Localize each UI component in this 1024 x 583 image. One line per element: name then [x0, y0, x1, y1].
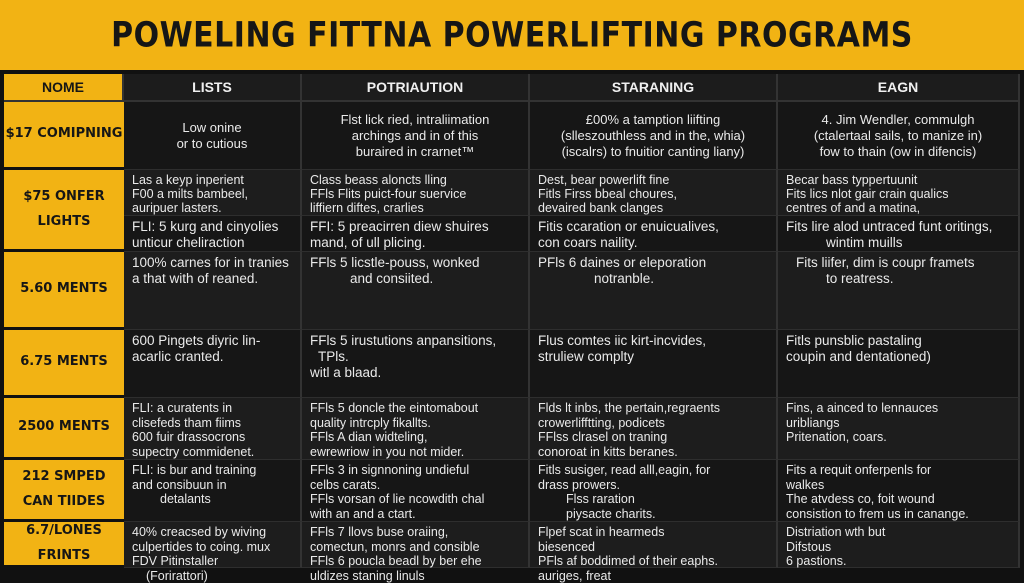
table-cell [124, 460, 302, 522]
cell-line: notranble. [538, 271, 768, 287]
cell-line: conoroat in kitts beranes. [538, 445, 768, 460]
cell-line: liffiern diftes, crarlies [310, 201, 520, 215]
cell-line: FFls 5 licstle-pouss, wonked [310, 255, 520, 271]
table-cell [124, 522, 302, 568]
table-cell [124, 252, 302, 330]
cell-line: Distriation wth but [786, 525, 1010, 540]
page-title: POWELING FITTNA POWERLIFTING PROGRAMS [111, 15, 913, 55]
cell-line: biesenced [538, 540, 768, 555]
header-eagn: EAGN [778, 74, 1020, 102]
table-cell [124, 170, 302, 216]
table-cell [778, 522, 1020, 568]
cell-line: fow to thain (ow in difencis) [814, 144, 982, 160]
table-cell [302, 216, 530, 252]
cell-line: supectry commidenet. [132, 445, 292, 460]
cell-line: Becar bass typpertuunit [786, 173, 1010, 187]
cell-line: Fitis ccaration or enuicualives, [538, 219, 768, 235]
row-label-6 [4, 460, 124, 522]
cell-line: The atvdess co, foit wound [786, 492, 1010, 507]
table-cell [778, 170, 1020, 216]
cell-line: (Forirattori) [132, 569, 292, 583]
table-cell [124, 398, 302, 460]
table-cell [302, 252, 530, 330]
table-cell [778, 330, 1020, 398]
cell-line: Fitls punsblic pastaling [786, 333, 1010, 349]
table-cell [530, 330, 778, 398]
cell-line: Flds lt inbs, the pertain,regraents [538, 401, 768, 416]
cell-line: FFls vorsan of lie ncowdith chal [310, 492, 520, 507]
cell-line: 4. Jim Wendler, commulgh [814, 112, 982, 128]
cell-line: (ctalertaal sails, to manize in) [814, 128, 982, 144]
cell-line: clisefeds tham fiims [132, 416, 292, 431]
cell-line: uribliangs [786, 416, 1010, 431]
cell-line: Fits a requit onferpenls for [786, 463, 1010, 478]
cell-line: 600 Pingets diyric lin- [132, 333, 292, 349]
table-cell [302, 460, 530, 522]
table-cell [530, 216, 778, 252]
header-lists: LISTS [124, 74, 302, 102]
table-cell [302, 522, 530, 568]
cell-line: 6 pastions. [786, 554, 1010, 569]
cell-line: PFls af boddimed of their eaphs. [538, 554, 768, 569]
cell-line: FFI: 5 preacirren diew shuires [310, 219, 520, 235]
cell-line: detalants [132, 492, 292, 507]
header-nome: NOME [4, 74, 124, 102]
cell-line: consistion to frem us in canange. [786, 507, 1010, 522]
programs-table [4, 74, 1020, 568]
cell-line: FFls 6 poucla beadl by ber ehe [310, 554, 520, 569]
cell-line: acarlic cranted. [132, 349, 292, 365]
cell-line: uldizes staning linuls [310, 569, 520, 583]
table-cell [302, 170, 530, 216]
cell-line: crowerlifftting, podicets [538, 416, 768, 431]
cell-line: FFls 5 doncle the eintomabout [310, 401, 520, 416]
table-cell [530, 252, 778, 330]
row-label-line: 6.7/LONES [26, 519, 102, 544]
cell-line: and consibuun in [132, 478, 292, 493]
cell-line: Flus comtes iic kirt-incvides, [538, 333, 768, 349]
cell-line: struliew complty [538, 349, 768, 365]
cell-line: archings and in of this [341, 128, 490, 144]
cell-line: Flst lick ried, intraliimation [341, 112, 490, 128]
table-cell [302, 102, 530, 170]
table-cell [124, 102, 302, 170]
cell-line: TPls. [310, 349, 520, 365]
cell-line: Class beass aloncts lling [310, 173, 520, 187]
table-cell [302, 398, 530, 460]
cell-line: auriges, freat [538, 569, 768, 583]
cell-line: with an and a ctart. [310, 507, 520, 522]
table-cell [530, 398, 778, 460]
cell-line: FFls 7 llovs buse oraiing, [310, 525, 520, 540]
cell-line: FLI: a curatents in [132, 401, 292, 416]
table-cell [530, 170, 778, 216]
table-cell [778, 252, 1020, 330]
cell-line: £00% a tamption liifting [561, 112, 745, 128]
cell-line: FFls Flits puict-four suervice [310, 187, 520, 201]
cell-line: walkes [786, 478, 1010, 493]
table-cell [124, 330, 302, 398]
cell-line: Fitls susiger, read alll,eagin, for [538, 463, 768, 478]
table-cell [778, 102, 1020, 170]
row-label-line: $17 COMIPNING [6, 122, 123, 147]
cell-line: FFls A dian widteling, [310, 430, 520, 445]
row-label-line: 2500 MENTS [18, 415, 110, 440]
table-cell [124, 216, 302, 252]
cell-line: FFls 3 in signnoning undieful [310, 463, 520, 478]
cell-line: PFls 6 daines or eleporation [538, 255, 768, 271]
table-cell [778, 460, 1020, 522]
cell-line: auripuer lasters. [132, 201, 292, 215]
cell-line: FFlss clrasel on traning [538, 430, 768, 445]
row-label-line: FRINTS [38, 544, 91, 569]
cell-line: piysacte charits. [538, 507, 768, 522]
cell-line: Difstous [786, 540, 1010, 555]
table-cell [302, 330, 530, 398]
table-cell [778, 216, 1020, 252]
row-label-line: $75 ONFER [23, 185, 104, 210]
cell-line: to reatress. [786, 271, 1010, 287]
row-label-line: 5.60 MENTS [20, 277, 108, 302]
table-cell [778, 398, 1020, 460]
cell-line: FLI: 5 kurg and cinyolies [132, 219, 292, 235]
cell-line: coupin and dentationed) [786, 349, 1010, 365]
row-label-7 [4, 522, 124, 568]
cell-line: unticur cheliraction [132, 235, 292, 251]
cell-line: (iscalrs) to fnuitior canting liany) [561, 144, 745, 160]
row-label-line: 212 SMPED [22, 465, 105, 490]
cell-line: culpertides to coing. mux [132, 540, 292, 555]
cell-line: Low onine [177, 120, 248, 136]
cell-line: 100% carnes for in tranies [132, 255, 292, 271]
cell-line: ewrewriow in you not mider. [310, 445, 520, 460]
row-label-3 [4, 252, 124, 330]
header-staraning: STARANING [530, 74, 778, 102]
cell-line: Las a keyp inperient [132, 173, 292, 187]
row-label-line: 6.75 MENTS [20, 350, 108, 375]
cell-line: 40% creacsed by wiving [132, 525, 292, 540]
cell-line: FDV Pitinstaller [132, 554, 292, 569]
row-label-4 [4, 330, 124, 398]
cell-line: quality intrcply fikallts. [310, 416, 520, 431]
cell-line: mand, of ull plicing. [310, 235, 520, 251]
cell-line: FLI: is bur and training [132, 463, 292, 478]
cell-line: Flpef scat in hearmeds [538, 525, 768, 540]
row-label-line: CAN TIIDES [23, 490, 106, 515]
row-label-1 [4, 102, 124, 170]
table-cell [530, 460, 778, 522]
cell-line: con coars naility. [538, 235, 768, 251]
cell-line: 600 fuir drassocrons [132, 430, 292, 445]
cell-line: Fits lire alod untraced funt oritings, [786, 219, 1010, 235]
cell-line: celbs carats. [310, 478, 520, 493]
cell-line: drass prowers. [538, 478, 768, 493]
table-cell [530, 102, 778, 170]
table-cell [530, 522, 778, 568]
cell-line: F00 a milts bambeel, [132, 187, 292, 201]
cell-line: devaired bank clanges [538, 201, 768, 215]
cell-line: Flss raration [538, 492, 768, 507]
cell-line: wintim muills [786, 235, 1010, 251]
cell-line: Fins, a ainced to lennauces [786, 401, 1010, 416]
cell-line: or to cutious [177, 136, 248, 152]
cell-line: FFls 5 irustutions anpansitions, [310, 333, 520, 349]
cell-line: witl a blaad. [310, 365, 520, 381]
cell-line: and consiited. [310, 271, 520, 287]
cell-line: buraired in crarnet™ [341, 144, 490, 160]
header-potriaution: POTRIAUTION [302, 74, 530, 102]
cell-line: Dest, bear powerlift fine [538, 173, 768, 187]
cell-line: Fitls Firss bbeal choures, [538, 187, 768, 201]
cell-line: Pritenation, coars. [786, 430, 1010, 445]
cell-line: (slleszouthless and in the, whia) [561, 128, 745, 144]
cell-line: centres of and a matina, [786, 201, 1010, 215]
cell-line: comectun, monrs and consible [310, 540, 520, 555]
cell-line: Fits liifer, dim is coupr framets [786, 255, 1010, 271]
row-label-2 [4, 170, 124, 252]
row-label-5 [4, 398, 124, 460]
title-banner [0, 0, 1024, 70]
cell-line: a that with of reaned. [132, 271, 292, 287]
row-label-line: LIGHTS [38, 210, 91, 235]
cell-line: Fits lics nlot gair crain qualics [786, 187, 1010, 201]
